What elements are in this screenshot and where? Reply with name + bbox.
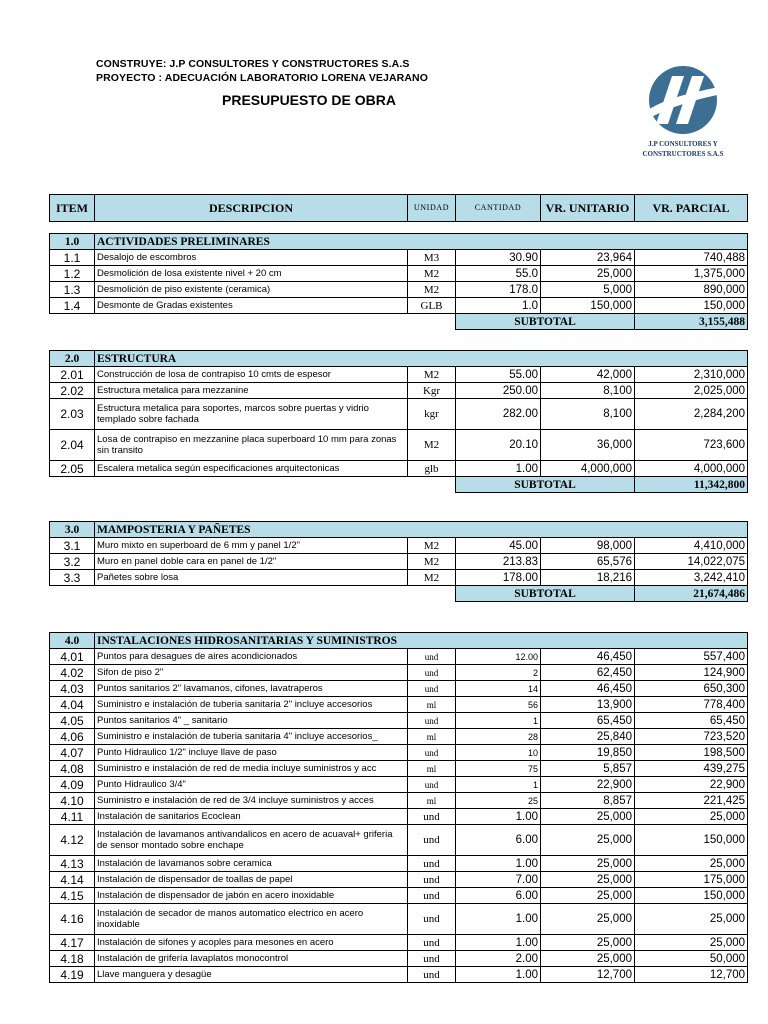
item-description: Estructura metalica para soportes, marcos sobre puertas y vidrio templado sobre fachada <box>95 399 408 430</box>
table-row <box>50 461 748 477</box>
item-code: 4.02 <box>50 665 95 681</box>
document-title: PRESUPUESTO DE OBRA <box>222 92 396 108</box>
item-partial: 25,000 <box>635 856 748 872</box>
item-partial: 1,375,000 <box>635 266 748 282</box>
subtotal-value: 21,674,486 <box>635 586 748 602</box>
item-code: 2.03 <box>50 399 95 430</box>
item-unit: und <box>408 649 456 665</box>
item-description: Puntos para desagues de aires acondicionados <box>95 649 408 665</box>
item-description: Instalación de dispensador de toallas de papel <box>95 872 408 888</box>
subtotal-value: 11,342,800 <box>635 477 748 493</box>
table-row <box>50 538 748 554</box>
item-code: 4.11 <box>50 809 95 825</box>
item-unit: und <box>408 745 456 761</box>
item-unit-price: 46,450 <box>541 681 635 697</box>
table-row <box>50 430 748 461</box>
item-unit-price: 12,700 <box>541 967 635 983</box>
item-unit-price: 25,000 <box>541 872 635 888</box>
item-description: Instalación de grifería lavaplatos monocontrol <box>95 951 408 967</box>
item-quantity: 1.0 <box>456 298 541 314</box>
item-description: Llave manguera y desagüe <box>95 967 408 983</box>
item-partial: 3,242,410 <box>635 570 748 586</box>
item-unit: und <box>408 856 456 872</box>
item-partial: 723,600 <box>635 430 748 461</box>
item-unit: M2 <box>408 538 456 554</box>
item-code: 4.18 <box>50 951 95 967</box>
item-partial: 439,275 <box>635 761 748 777</box>
item-partial: 25,000 <box>635 809 748 825</box>
item-quantity: 45.00 <box>456 538 541 554</box>
item-description: Suministro e instalación de red de media incluye suministros y acc <box>95 761 408 777</box>
table-row <box>50 904 748 935</box>
item-partial: 778,400 <box>635 697 748 713</box>
table-row <box>50 951 748 967</box>
item-unit-price: 25,000 <box>541 951 635 967</box>
item-quantity: 10 <box>456 745 541 761</box>
item-unit-price: 5,000 <box>541 282 635 298</box>
item-description: Puntos sanitarios 2" lavamanos, cifones, lavatraperos <box>95 681 408 697</box>
item-partial: 198,500 <box>635 745 748 761</box>
table-row <box>50 697 748 713</box>
section-name: INSTALACIONES HIDROSANITARIAS Y SUMINISTROS <box>95 633 748 649</box>
item-quantity: 25 <box>456 793 541 809</box>
section-header-row <box>50 234 748 250</box>
item-description: Instalación de secador de manos automatico electrico en acero inoxidable <box>95 904 408 935</box>
table-row <box>50 825 748 856</box>
item-unit-price: 8,100 <box>541 383 635 399</box>
item-quantity: 282.00 <box>456 399 541 430</box>
item-code: 4.06 <box>50 729 95 745</box>
section-table <box>49 521 748 602</box>
item-quantity: 6.00 <box>456 825 541 856</box>
item-unit-price: 150,000 <box>541 298 635 314</box>
item-code: 4.08 <box>50 761 95 777</box>
item-partial: 12,700 <box>635 967 748 983</box>
table-row <box>50 967 748 983</box>
table-row <box>50 681 748 697</box>
item-partial: 25,000 <box>635 935 748 951</box>
table-row <box>50 761 748 777</box>
section-code: 4.0 <box>50 633 95 649</box>
item-partial: 14,022,075 <box>635 554 748 570</box>
section-header-row <box>50 633 748 649</box>
item-partial: 2,025,000 <box>635 383 748 399</box>
table-row <box>50 298 748 314</box>
item-code: 3.3 <box>50 570 95 586</box>
item-quantity: 55.0 <box>456 266 541 282</box>
table-row <box>50 367 748 383</box>
item-partial: 65,450 <box>635 713 748 729</box>
table-row <box>50 872 748 888</box>
section-header-row <box>50 351 748 367</box>
table-row <box>50 554 748 570</box>
item-quantity: 1 <box>456 777 541 793</box>
item-unit: M2 <box>408 367 456 383</box>
item-partial: 4,000,000 <box>635 461 748 477</box>
table-row <box>50 399 748 430</box>
item-code: 1.3 <box>50 282 95 298</box>
item-description: Muro mixto en superboard de 6 mm y panel 1/2" <box>95 538 408 554</box>
item-unit-price: 25,000 <box>541 856 635 872</box>
item-quantity: 2 <box>456 665 541 681</box>
item-description: Pañetes sobre losa <box>95 570 408 586</box>
item-description: Desmonte de Gradas existentes <box>95 298 408 314</box>
item-unit-price: 65,576 <box>541 554 635 570</box>
table-row <box>50 935 748 951</box>
section-table <box>49 233 748 330</box>
item-quantity: 75 <box>456 761 541 777</box>
item-quantity: 1.00 <box>456 904 541 935</box>
item-quantity: 7.00 <box>456 872 541 888</box>
item-quantity: 2.00 <box>456 951 541 967</box>
table-row <box>50 793 748 809</box>
item-unit-price: 23,964 <box>541 250 635 266</box>
item-code: 4.13 <box>50 856 95 872</box>
col-description: DESCRIPCION <box>95 195 408 222</box>
item-description: Suministro e instalación de tuberia sanitaria 4" incluye accesorios_ <box>95 729 408 745</box>
item-description: Estructura metalica para mezzanine <box>95 383 408 399</box>
item-partial: 740,488 <box>635 250 748 266</box>
subtotal-label: SUBTOTAL <box>456 314 635 330</box>
item-description: Instalación de lavamanos antivandalicos en acero de acuaval+ griferia de sensor montado sobre enchape <box>95 825 408 856</box>
item-unit: und <box>408 681 456 697</box>
logo-text-line1: J.P CONSULTORES Y <box>648 140 718 148</box>
item-code: 4.14 <box>50 872 95 888</box>
subtotal-row <box>50 586 748 602</box>
item-code: 4.15 <box>50 888 95 904</box>
item-partial: 50,000 <box>635 951 748 967</box>
item-unit: und <box>408 825 456 856</box>
item-unit-price: 8,857 <box>541 793 635 809</box>
subtotal-spacer <box>50 586 456 602</box>
project-line: PROYECTO : ADECUACIÓN LABORATORIO LORENA VEJARANO <box>96 72 428 84</box>
item-code: 4.09 <box>50 777 95 793</box>
item-unit: M2 <box>408 430 456 461</box>
item-unit: M2 <box>408 570 456 586</box>
item-unit-price: 25,000 <box>541 935 635 951</box>
item-partial: 723,520 <box>635 729 748 745</box>
table-row <box>50 856 748 872</box>
item-partial: 150,000 <box>635 825 748 856</box>
section-table <box>49 632 748 983</box>
item-quantity: 178.00 <box>456 570 541 586</box>
item-unit: und <box>408 904 456 935</box>
item-quantity: 1.00 <box>456 935 541 951</box>
item-unit-price: 5,857 <box>541 761 635 777</box>
item-quantity: 1.00 <box>456 809 541 825</box>
item-unit: und <box>408 777 456 793</box>
item-partial: 124,900 <box>635 665 748 681</box>
item-unit: ml <box>408 697 456 713</box>
item-partial: 557,400 <box>635 649 748 665</box>
item-unit-price: 18,216 <box>541 570 635 586</box>
item-quantity: 20.10 <box>456 430 541 461</box>
item-quantity: 12.00 <box>456 649 541 665</box>
subtotal-row <box>50 314 748 330</box>
item-code: 4.05 <box>50 713 95 729</box>
item-unit: ml <box>408 729 456 745</box>
item-code: 4.12 <box>50 825 95 856</box>
item-description: Losa de contrapiso en mezzanine placa superboard 10 mm para zonas sin transito <box>95 430 408 461</box>
section-code: 3.0 <box>50 522 95 538</box>
item-quantity: 55.00 <box>456 367 541 383</box>
item-unit: kgr <box>408 399 456 430</box>
item-unit-price: 25,000 <box>541 266 635 282</box>
item-description: Puntos sanitarios 4" _ sanitario <box>95 713 408 729</box>
col-partial: VR. PARCIAL <box>635 195 748 222</box>
item-unit-price: 22,900 <box>541 777 635 793</box>
section-header-row <box>50 522 748 538</box>
subtotal-row <box>50 477 748 493</box>
item-unit-price: 19,850 <box>541 745 635 761</box>
item-partial: 150,000 <box>635 888 748 904</box>
item-unit: und <box>408 665 456 681</box>
item-description: Muro en panel doble cara en panel de 1/2" <box>95 554 408 570</box>
item-unit-price: 42,000 <box>541 367 635 383</box>
item-unit-price: 36,000 <box>541 430 635 461</box>
item-code: 4.10 <box>50 793 95 809</box>
item-unit-price: 25,000 <box>541 888 635 904</box>
item-quantity: 30.90 <box>456 250 541 266</box>
item-partial: 2,284,200 <box>635 399 748 430</box>
item-partial: 221,425 <box>635 793 748 809</box>
item-quantity: 250.00 <box>456 383 541 399</box>
item-description: Instalación de lavamanos sobre ceramica <box>95 856 408 872</box>
subtotal-spacer <box>50 314 456 330</box>
item-description: Punto Hidraulico 3/4" <box>95 777 408 793</box>
item-quantity: 213.83 <box>456 554 541 570</box>
item-partial: 25,000 <box>635 904 748 935</box>
item-description: Desmolición de piso existente (ceramica) <box>95 282 408 298</box>
item-unit: M2 <box>408 554 456 570</box>
subtotal-label: SUBTOTAL <box>456 586 635 602</box>
item-unit: M3 <box>408 250 456 266</box>
table-row <box>50 665 748 681</box>
item-description: Desalojo de escombros <box>95 250 408 266</box>
table-row <box>50 713 748 729</box>
table-row <box>50 570 748 586</box>
subtotal-spacer <box>50 477 456 493</box>
item-description: Construcción de losa de contrapiso 10 cmts de espesor <box>95 367 408 383</box>
item-unit-price: 98,000 <box>541 538 635 554</box>
item-description: Suministro e instalación de tuberia sanitaria 2" incluye accesorios <box>95 697 408 713</box>
section-name: ACTIVIDADES PRELIMINARES <box>95 234 748 250</box>
item-code: 1.1 <box>50 250 95 266</box>
subtotal-value: 3,155,488 <box>635 314 748 330</box>
item-unit-price: 65,450 <box>541 713 635 729</box>
item-unit: ml <box>408 793 456 809</box>
item-unit: ml <box>408 761 456 777</box>
item-unit-price: 46,450 <box>541 649 635 665</box>
col-unit: UNIDAD <box>408 195 456 222</box>
item-unit: und <box>408 967 456 983</box>
item-unit: und <box>408 935 456 951</box>
item-description: Instalación de sifones y acoples para mesones en acero <box>95 935 408 951</box>
table-row <box>50 888 748 904</box>
item-unit-price: 62,450 <box>541 665 635 681</box>
item-description: Punto Hidraulico 1/2" incluye llave de paso <box>95 745 408 761</box>
item-partial: 22,900 <box>635 777 748 793</box>
item-unit: und <box>408 713 456 729</box>
item-unit: und <box>408 872 456 888</box>
section-code: 1.0 <box>50 234 95 250</box>
item-unit: Kgr <box>408 383 456 399</box>
item-unit-price: 25,000 <box>541 809 635 825</box>
table-row <box>50 250 748 266</box>
item-code: 2.05 <box>50 461 95 477</box>
item-description: Sifon de piso 2" <box>95 665 408 681</box>
item-quantity: 178.0 <box>456 282 541 298</box>
table-row <box>50 745 748 761</box>
item-code: 3.2 <box>50 554 95 570</box>
table-row <box>50 282 748 298</box>
item-code: 2.02 <box>50 383 95 399</box>
item-unit-price: 13,900 <box>541 697 635 713</box>
item-description: Escalera metalica según especificaciones arquitectonicas <box>95 461 408 477</box>
item-code: 4.16 <box>50 904 95 935</box>
item-unit: glb <box>408 461 456 477</box>
table-row <box>50 383 748 399</box>
col-quantity: CANTIDAD <box>456 195 541 222</box>
item-description: Suministro e instalación de red de 3/4 incluye suministros y acces <box>95 793 408 809</box>
col-item: ITEM <box>50 195 95 222</box>
item-partial: 650,300 <box>635 681 748 697</box>
col-unit-price: VR. UNITARIO <box>541 195 635 222</box>
item-unit: M2 <box>408 266 456 282</box>
item-quantity: 6.00 <box>456 888 541 904</box>
table-row <box>50 777 748 793</box>
item-unit: und <box>408 951 456 967</box>
item-unit-price: 25,000 <box>541 825 635 856</box>
item-code: 2.01 <box>50 367 95 383</box>
item-unit-price: 25,840 <box>541 729 635 745</box>
table-row <box>50 266 748 282</box>
builder-line: CONSTRUYE: J.P CONSULTORES Y CONSTRUCTORES S.A.S <box>96 58 410 70</box>
item-code: 2.04 <box>50 430 95 461</box>
item-partial: 890,000 <box>635 282 748 298</box>
budget-header-table <box>49 194 748 222</box>
table-row <box>50 809 748 825</box>
item-description: Instalación de sanitarios Ecoclean <box>95 809 408 825</box>
item-code: 4.19 <box>50 967 95 983</box>
item-code: 3.1 <box>50 538 95 554</box>
item-quantity: 1 <box>456 713 541 729</box>
item-quantity: 1.00 <box>456 461 541 477</box>
section-code: 2.0 <box>50 351 95 367</box>
item-unit-price: 8,100 <box>541 399 635 430</box>
section-name: ESTRUCTURA <box>95 351 748 367</box>
item-partial: 150,000 <box>635 298 748 314</box>
item-quantity: 14 <box>456 681 541 697</box>
item-quantity: 1.00 <box>456 856 541 872</box>
item-partial: 4,410,000 <box>635 538 748 554</box>
item-unit-price: 4,000,000 <box>541 461 635 477</box>
table-row <box>50 729 748 745</box>
logo-text-line2: CONSTRUCTORES S.A.S <box>642 150 724 158</box>
item-code: 4.07 <box>50 745 95 761</box>
subtotal-label: SUBTOTAL <box>456 477 635 493</box>
item-unit: und <box>408 809 456 825</box>
item-description: Desmolición de losa existente nivel + 20 cm <box>95 266 408 282</box>
item-code: 4.17 <box>50 935 95 951</box>
item-unit-price: 25,000 <box>541 904 635 935</box>
item-partial: 2,310,000 <box>635 367 748 383</box>
item-code: 1.2 <box>50 266 95 282</box>
item-quantity: 28 <box>456 729 541 745</box>
item-code: 4.03 <box>50 681 95 697</box>
item-quantity: 1.00 <box>456 967 541 983</box>
item-code: 4.01 <box>50 649 95 665</box>
item-code: 1.4 <box>50 298 95 314</box>
section-table <box>49 350 748 493</box>
item-unit: M2 <box>408 282 456 298</box>
item-unit: und <box>408 888 456 904</box>
section-name: MAMPOSTERIA Y PAÑETES <box>95 522 748 538</box>
item-unit: GLB <box>408 298 456 314</box>
item-partial: 175,000 <box>635 872 748 888</box>
table-row <box>50 649 748 665</box>
item-description: Instalación de dispensador de jabón en acero inoxidable <box>95 888 408 904</box>
item-quantity: 56 <box>456 697 541 713</box>
item-code: 4.04 <box>50 697 95 713</box>
